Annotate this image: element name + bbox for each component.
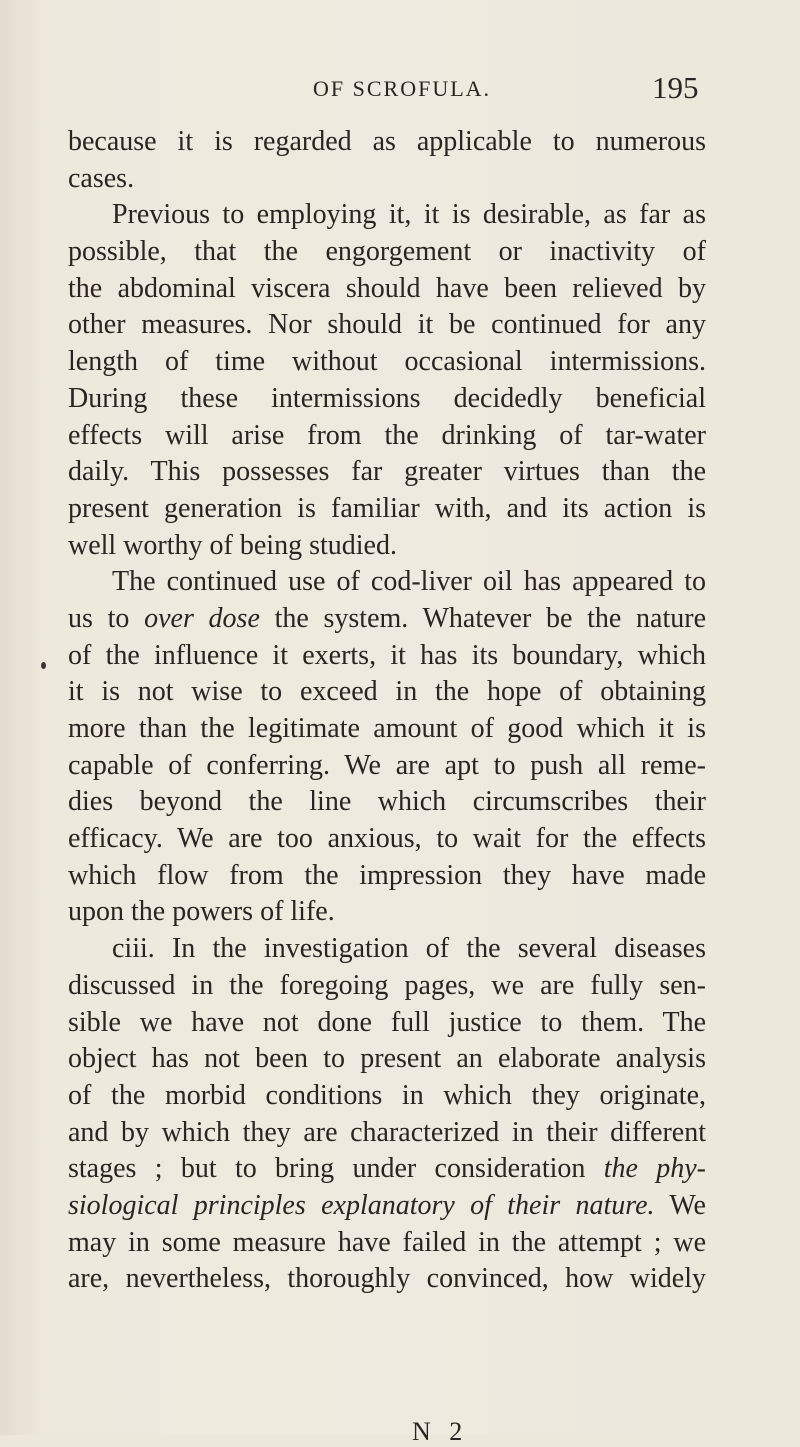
text-line: dies beyond the line which circumscribes their: [68, 786, 706, 818]
section-ciii-first-line: ciii. In the investigation of the several diseases: [112, 933, 706, 965]
text-line: efficacy. We are too anxious, to wait for the effects: [68, 823, 706, 855]
text-line: the abdominal viscera should have been relieved by: [68, 272, 706, 304]
text-line: well worthy of being studied.: [68, 529, 397, 561]
text-line: of the morbid conditions in which they originate,: [68, 1079, 706, 1111]
text-line: cases.: [68, 162, 135, 194]
line-text: the system. Whatever be the nature: [259, 602, 706, 634]
text-line: and by which they are characterized in their different: [68, 1116, 706, 1148]
text-line: present generation is familiar with, and its action is: [68, 492, 706, 524]
text-line: discussed in the foregoing pages, we are fully sen-: [68, 969, 706, 1001]
paragraph-first-line: Previous to employing it, it is desirable, as far as: [112, 199, 706, 231]
text-line-with-italic: [68, 601, 706, 638]
text-line: because it is regarded as applicable to numerous: [68, 126, 706, 157]
line-text: stages ; but to bring under consideration: [68, 1153, 604, 1185]
text-line: effects will arise from the drinking of tar-water: [68, 419, 706, 451]
page-header: [0, 70, 800, 110]
text-line: capable of conferring. We are apt to push all reme-: [68, 749, 706, 781]
page-number: 195: [652, 70, 699, 105]
text-line: other measures. Nor should it be continued for any: [68, 309, 706, 341]
paragraph-first-line: The continued use of cod-liver oil has appeared to: [112, 566, 706, 598]
emphasis-siological-principles: siological principles explanatory of their nature.: [68, 1189, 655, 1221]
text-line: may in some measure have failed in the attempt ; we: [68, 1226, 706, 1258]
ink-speck: [41, 662, 46, 669]
text-line: of the influence it exerts, it has its boundary, which: [68, 639, 706, 671]
text-line: possible, that the engorgement or inactivity of: [68, 236, 706, 268]
text-line: sible we have not done full justice to them. The: [68, 1006, 706, 1038]
text-line-with-italic: [68, 1151, 706, 1188]
text-line: more than the legitimate amount of good which it is: [68, 713, 706, 744]
text-line: upon the powers of life.: [68, 896, 335, 928]
running-head: OF SCROFULA.: [313, 76, 492, 101]
text-line: it is not wise to exceed in the hope of obtaining: [68, 676, 706, 708]
text-line: which flow from the impression they have made: [68, 859, 706, 891]
line-text: We: [654, 1189, 706, 1221]
line-text: us to: [68, 602, 145, 634]
text-line: are, nevertheless, thoroughly convinced, how widely: [68, 1263, 706, 1295]
text-line-with-italic: [68, 1188, 706, 1225]
text-line: During these intermissions decidedly beneficial: [68, 382, 706, 414]
emphasis-over-dose: over dose: [144, 602, 260, 634]
body-text: [68, 124, 706, 1298]
signature-mark: N 2: [412, 1417, 469, 1446]
emphasis-phy: the phy-: [603, 1153, 706, 1185]
text-line: length of time without occasional intermissions.: [68, 346, 706, 378]
text-line: object has not been to present an elaborate analysis: [68, 1043, 706, 1075]
text-line: daily. This possesses far greater virtues than the: [68, 456, 706, 488]
